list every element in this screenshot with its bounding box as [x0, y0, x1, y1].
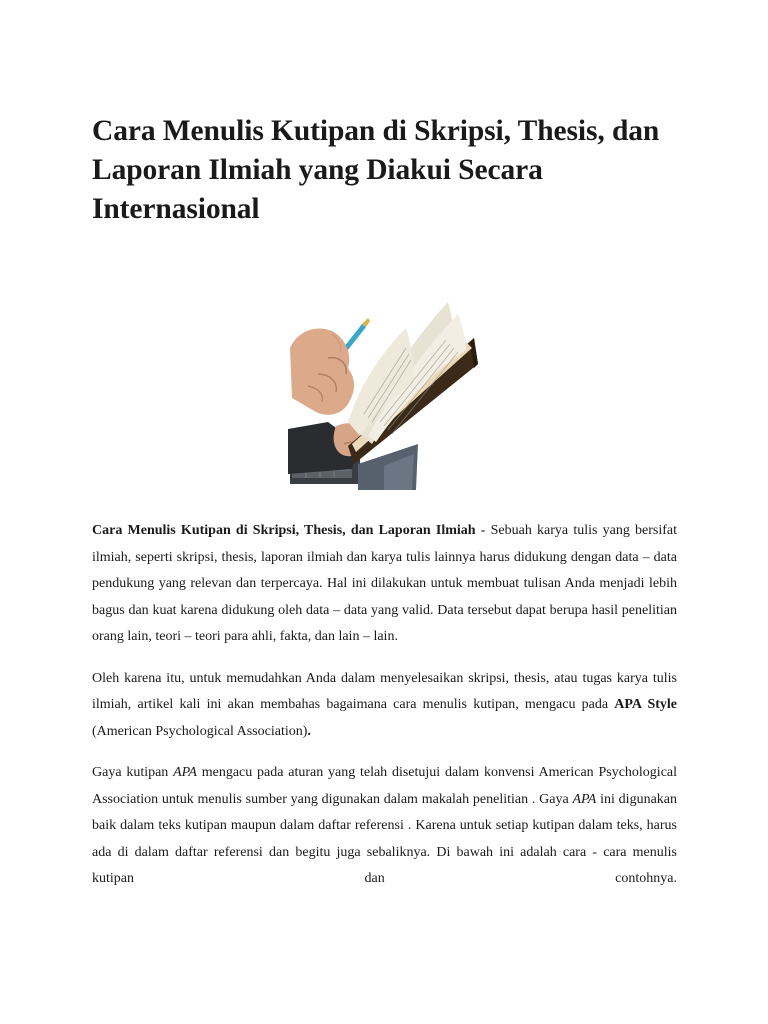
- apa-intro-text: Oleh karena itu, untuk memudahkan Anda dalam menyelesaikan skripsi, thesis, atau tugas karya tulis ilmiah, artikel kali ini akan membahas bagaimana cara menulis kutipan, mengacu pada: [92, 670, 677, 712]
- article-body: [92, 518, 677, 908]
- intro-paragraph: [92, 518, 677, 651]
- article-title: Cara Menulis Kutipan di Skripsi, Thesis, dan Laporan Ilmiah yang Diakui Secara Internasional: [92, 115, 660, 225]
- book-illustration-icon: [288, 294, 480, 490]
- apa-desc-a: Gaya kutipan: [92, 765, 174, 780]
- apa-intro-after: (American Psychological Association): [92, 723, 308, 739]
- apa-desc-c: ini digunakan baik dalam teks kutipan maupun dalam daftar referensi . Karena untuk setiap kutipan dalam teks, harus ada di dalam daftar referensi dan begitu juga sebaliknya. Di bawah ini adalah cara - cara menulis kutipan dan contohnya.: [92, 791, 677, 886]
- intro-lead-bold: Cara Menulis Kutipan di Skripsi, Thesis, dan Laporan Ilmiah: [92, 523, 476, 538]
- apa-italic-1: APA: [173, 765, 197, 780]
- apa-intro-paragraph: [92, 666, 677, 746]
- apa-intro-period: .: [307, 723, 311, 739]
- apa-style-bold: APA Style: [614, 697, 677, 712]
- apa-desc-b: mengacu pada aturan yang telah disetujui dalam konvensi American Psychological Association untuk menulis sumber yang digunakan dalam makalah penelitian . Gaya: [92, 765, 678, 807]
- intro-text: - Sebuah karya tulis yang bersifat ilmiah, seperti skripsi, thesis, laporan ilmiah dan karya tulis lainnya harus didukung dengan data – data pendukung yang relevan dan terpercaya. Hal ini dilakukan untuk membuat tulisan Anda menjadi lebih bagus dan kuat karena didukung oleh data – data yang valid. Data tersebut dapat berupa hasil penelitian orang lain, teori – teori para ahli, fakta, dan lain – lain.: [92, 523, 678, 644]
- apa-description-paragraph: [92, 760, 677, 893]
- apa-italic-2: APA: [572, 791, 597, 807]
- book-reading-illustration: [288, 294, 480, 490]
